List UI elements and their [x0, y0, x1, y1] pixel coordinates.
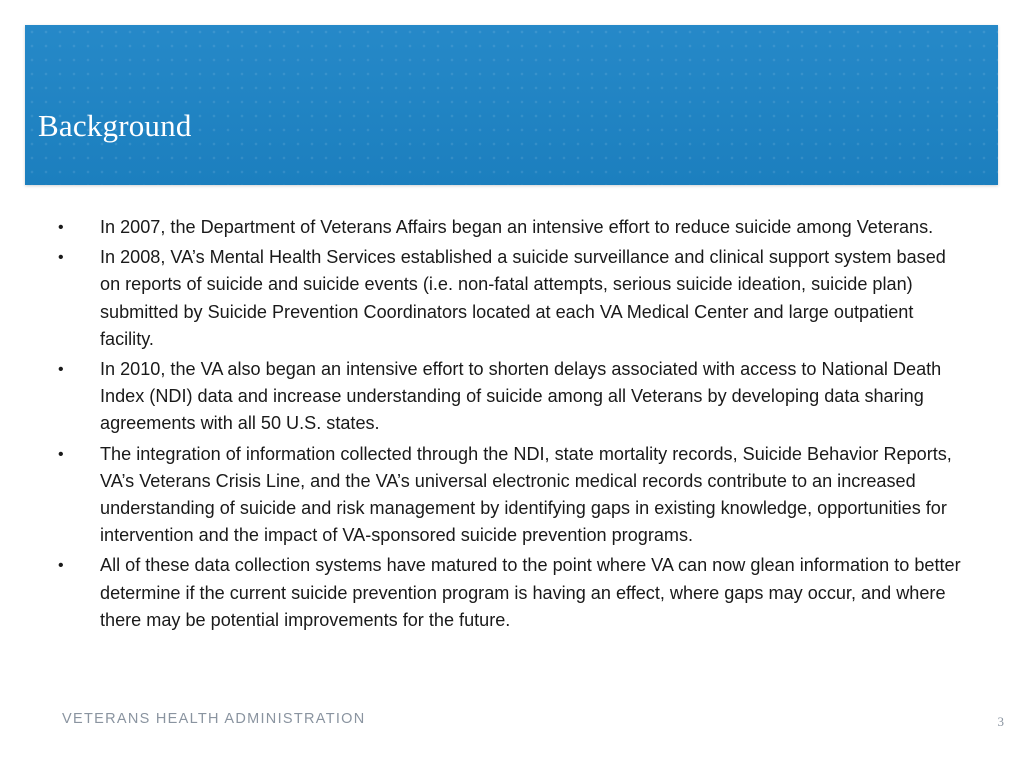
bullet-text: The integration of information collected through the NDI, state mortality records, Suicide Behavior Reports, VA’s Veterans Crisis Line, and the VA’s universal electronic medical records contribute to an increased understanding of suicide and risk management by identifying gaps in existing knowledge, opportunities for intervention and the impact of VA-sponsored suicide prevention programs. [100, 443, 952, 546]
bullet-icon: • [58, 361, 64, 379]
bullet-icon: • [58, 219, 64, 236]
page-number: 3 [997, 714, 1004, 729]
bullet-icon: • [58, 445, 64, 463]
bullet-text: All of these data collection systems have matured to the point where VA can now glean information to better determine if the current suicide prevention program is having an effect, where gaps may occur, and where there may be potential improvements for the future. [100, 555, 961, 630]
bullet-item [58, 244, 970, 353]
footer-organization-label: VETERANS HEALTH ADMINISTRATION [62, 711, 366, 727]
bullet-text: In 2007, the Department of Veterans Affairs began an intensive effort to reduce suicide among Veterans. [100, 217, 934, 237]
bullet-text: In 2008, VA’s Mental Health Services established a suicide surveillance and clinical support system based on reports of suicide and suicide events (i.e. non-fatal attempts, serious suicide ideation, suicide plan) submitted by Suicide Prevention Coordinators located at each VA Medical Center and large outpatient facility. [100, 247, 946, 349]
bullet-item [58, 356, 970, 438]
bullet-text: In 2010, the VA also began an intensive effort to shorten delays associated with access to National Death Index (NDI) data and increase understanding of suicide among all Veterans by developing data sharing agreements with all 50 U.S. states. [100, 359, 942, 434]
bullet-item [58, 552, 970, 634]
bullet-list [58, 214, 970, 637]
slide-title: Background [38, 108, 192, 143]
header-banner [25, 25, 998, 185]
bullet-item [58, 441, 970, 550]
bullet-icon: • [58, 557, 64, 575]
bullet-item [58, 214, 970, 241]
bullet-icon: • [58, 249, 64, 267]
